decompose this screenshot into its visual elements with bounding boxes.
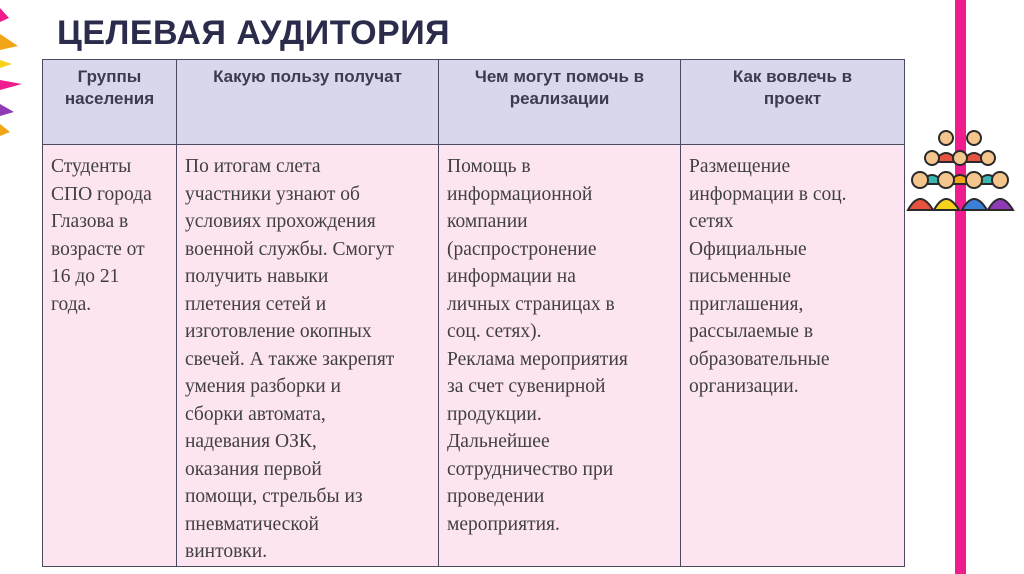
- target-audience-table: [42, 59, 905, 567]
- header-benefits: Какую пользу получат: [177, 60, 439, 145]
- cell-help: Помощь в информационной компании (распростронение информации на личных страницах в соц. сетях). Реклама мероприятия за счет сувенирной продукции. Дальнейшее сотрудничество при проведении мероприятия.: [439, 145, 681, 567]
- header-help: Чем могут помочь в реализации: [439, 60, 681, 145]
- page-title: ЦЕЛЕВАЯ АУДИТОРИЯ: [57, 14, 451, 52]
- header-groups: Группы населения: [43, 60, 177, 145]
- table-header-row: [43, 60, 905, 145]
- cell-groups: Студенты СПО города Глазова в возрасте от 16 до 21 года.: [43, 145, 177, 567]
- table-row: [43, 145, 905, 567]
- accent-bar: [955, 0, 966, 574]
- cell-benefits: По итогам слета участники узнают об условиях прохождения военной службы. Смогут получить навыки плетения сетей и изготовление окопных свечей. А также закрепят умения разборки и сборки автомата, надевания ОЗК, оказания первой помощи, стрельбы из пневматической винтовки.: [177, 145, 439, 567]
- cell-engagement: Размещение информации в соц. сетях Официальные письменные приглашения, рассылаемые в образовательные организации.: [681, 145, 905, 567]
- header-engagement: Как вовлечь в проект: [681, 60, 905, 145]
- corner-starburst-decoration: [0, 0, 40, 140]
- people-group-icon: [904, 128, 1016, 214]
